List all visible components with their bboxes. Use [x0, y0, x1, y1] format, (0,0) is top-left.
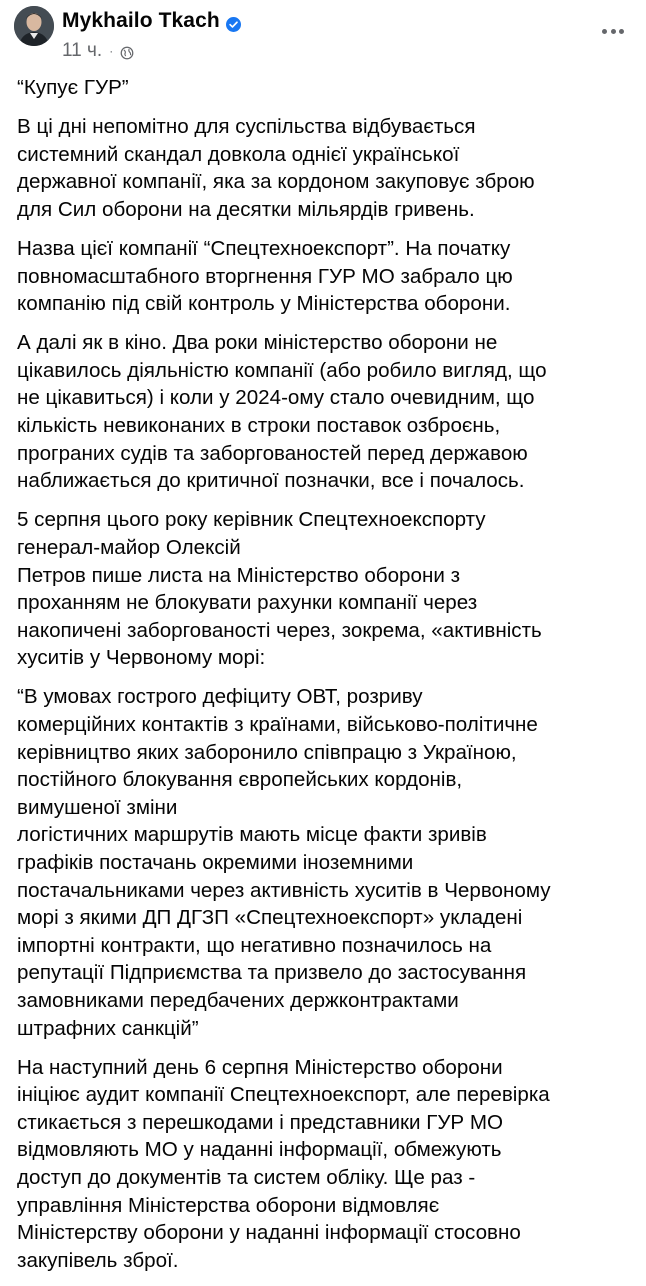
post-text-line: доступ до документів та систем обліку. Ще раз - — [17, 1165, 476, 1189]
verified-badge-icon — [226, 14, 241, 29]
post-text-line: Назва цієї компанії “Спецтехноекспорт”. На початку — [17, 236, 511, 260]
post-paragraph — [17, 329, 639, 495]
post-text-line: замовниками передбачених держконтрактами — [17, 988, 459, 1012]
post-text-line: системний скандал довкола однієї української — [17, 142, 460, 166]
post-text-line: графіків постачань окремими іноземними — [17, 850, 414, 874]
post-text-line: “В умовах гострого дефіциту ОВТ, розриву — [17, 685, 423, 709]
globe-icon[interactable] — [120, 44, 134, 58]
post-text-line: накопичені заборгованості через, зокрема, «активність — [17, 618, 542, 642]
post-meta — [62, 40, 134, 62]
post-text-line: генерал-майор Олексій — [17, 535, 241, 559]
post-text-line: “Купує ГУР” — [17, 76, 129, 99]
post-text-line: проханням не блокувати рахунки компанії через — [17, 591, 478, 615]
post-paragraph — [17, 506, 639, 672]
post-text-line: А далі як в кіно. Два роки міністерство оборони не — [17, 331, 498, 355]
author-name-row — [62, 9, 241, 33]
post-text-line: відмовляють МО у наданні інформації, обмежують — [17, 1138, 502, 1162]
post-paragraph — [17, 113, 639, 223]
post-text-line: наближається до критичної позначки, все і почалось. — [17, 469, 525, 493]
post-text-line: для Сил оборони на десятки мільярдів гривень. — [17, 197, 475, 221]
author-avatar[interactable] — [14, 6, 54, 46]
post-text-line: комерційних контактів з країнами, військово-політичне — [17, 712, 538, 736]
post-text-line: керівництво яких заборонило співпрацю з Україною, — [17, 740, 517, 764]
post-text-line: 5 серпня цього року керівник Спецтехноекспорту — [17, 508, 486, 532]
more-options-icon[interactable] — [602, 28, 624, 34]
author-name[interactable]: Mykhailo Tkach — [62, 9, 220, 32]
post-text-line: постійного блокування європейських кордонів, — [17, 768, 463, 792]
meta-separator: · — [109, 44, 114, 58]
post-timestamp[interactable]: 11 ч. — [62, 40, 103, 61]
post-body — [17, 74, 639, 1286]
post-text-line: управління Міністерства оборони відмовляє — [17, 1193, 440, 1217]
post-text-line: повномасштабного вторгнення ГУР МО забрало цю — [17, 264, 513, 288]
post-text-line: імпортні контракти, що негативно позначилось на — [17, 933, 492, 957]
post-text-line: програних судів та заборгованостей перед державою — [17, 441, 528, 465]
post-text-line: вимушеної зміни — [17, 795, 178, 819]
post-text-line: В ці дні непомітно для суспільства відбувається — [17, 115, 476, 139]
post-text-line: постачальниками через активність хуситів в Червоному — [17, 878, 551, 902]
post-text-line: Петров пише листа на Міністерство оборони з — [17, 563, 461, 587]
avatar-photo — [14, 6, 54, 46]
post-text-line: На наступний день 6 серпня Міністерство оборони — [17, 1055, 503, 1079]
post-text-line: державної компанії, яка за кордоном закуповує зброю — [17, 170, 535, 194]
post-text-line: хуситів у Червоному морі: — [17, 646, 266, 670]
post-text-line: не цікавиться) і коли у 2024-ому стало очевидним, що — [17, 386, 535, 410]
post-text-line: репутації Підприємства та призвело до застосування — [17, 961, 527, 985]
post-text-line: цікавилось діяльністю компанії (або робило вигляд, що — [17, 358, 547, 382]
post-paragraph — [17, 683, 639, 1042]
post-text-line: Міністерству оборони у наданні інформації стосовно — [17, 1221, 521, 1245]
post-text-line: компанію під свій контроль у Міністерства оборони. — [17, 292, 511, 316]
post-header — [0, 0, 646, 68]
post-text-line: логістичних маршрутів мають місце факти зривів — [17, 823, 487, 847]
post-text-line: ініціює аудит компанії Спецтехноекспорт, але перевірка — [17, 1083, 550, 1107]
post-text-line: морі з якими ДП ДГЗП «Спецтехноекспорт» укладені — [17, 906, 523, 930]
post-title-paragraph — [17, 74, 639, 102]
post-paragraph — [17, 1054, 639, 1275]
post-text-line: закупівель зброї. — [17, 1248, 179, 1272]
post-text-line: штрафних санкцій” — [17, 1016, 199, 1040]
post-text-line: стикається з перешкодами і представники ГУР МО — [17, 1110, 504, 1134]
post-paragraph — [17, 235, 639, 318]
post-text-line: кількість невиконаних в строки поставок озброєнь, — [17, 414, 501, 438]
